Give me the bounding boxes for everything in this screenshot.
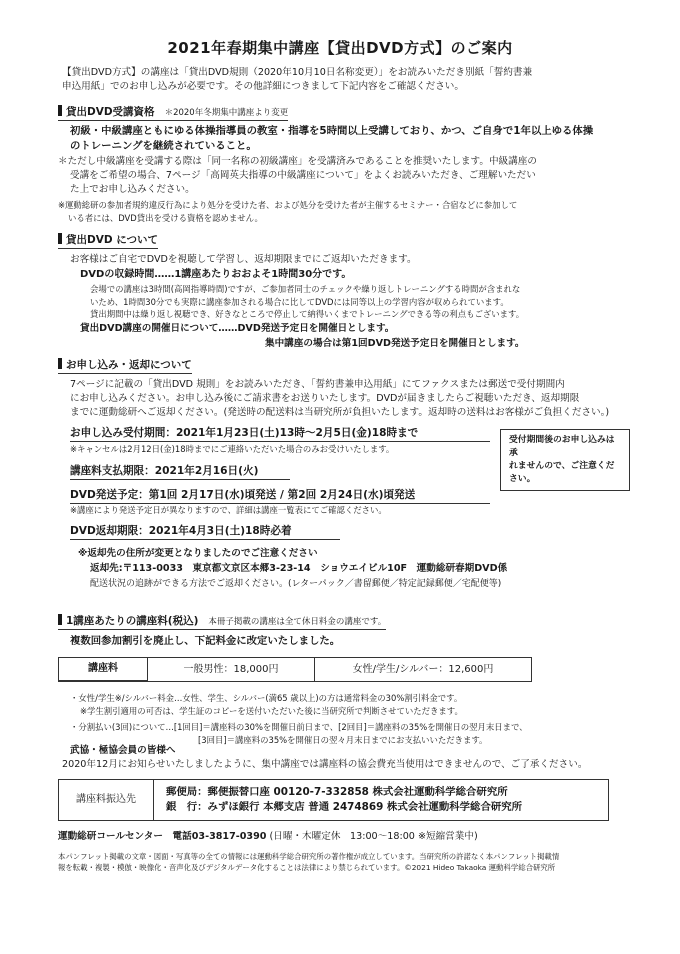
dvd-start-date: 貸出DVD講座の開催日について……DVD発送予定日を開催日とします。 [80, 323, 395, 334]
dvd-start-date-intensive: 集中講座の場合は第1回DVD発送予定日を開催日とします。 [265, 338, 525, 349]
accept-period: お申し込み受付期間：2021年1月23日(土)13時～2月5日(金)18時まで [70, 427, 419, 439]
section-bar-icon [58, 105, 62, 116]
section-heading-dvd [58, 232, 158, 249]
call-center: 運動総研コールセンター 電話03-3817-0390 (日曜・木曜定休 13:00～18:00 ※短縮営業中) [58, 831, 478, 842]
address-change-notice: ※返却先の住所が変更となりましたのでご注意ください [78, 548, 318, 559]
section-note: ＊2020年冬期集中講座より変更 [164, 108, 289, 118]
payment-underline [70, 479, 290, 480]
copyright-notice: 本パンフレット掲載の文章・図面・写真等の全ての情報には運動科学総合研究所の著作権が成立しています。当研究所の許諾なく本パンフレット掲載情 報を転載・複製・模倣・映像化・音声化及びデジタルデータ化することは法律により禁じられています。©2021 Hideo Takaoka 運動科学総合研究所 [58, 852, 560, 872]
return-underline [70, 539, 340, 540]
fee-notes: ・女性/学生※/シルバー料金…女性、学生、シルバー(満65 歳以上)の方は通常料金の30%割引料金です。 ※学生割引適用の可否は、学生証のコピーを送付いただいた後に当研究所で判断させていただきます。 ・分割払い(3回)について…[1回目]＝講座料の30%を開催日前日まで、[2回目]＝講座料の35%を開催日の翌月末日まで、 [3回目]＝講座料の35%を開催日の翌々月末日までにお支払いいただきます。 [70, 693, 528, 745]
transfer-accounts [154, 780, 609, 821]
eligibility-exclusion: ※運動総研の参加者規約違反行為により処分を受けた者、および処分を受けた者が主催するセミナー・合宿などに参加して いる者には、DVD貸出を受ける資格を認めません。 [58, 200, 518, 223]
section-title: お申し込み・返却について [66, 359, 192, 371]
deadline-warning-box: 受付期間後のお申し込みは承 れませんので、ご注意ください。 [500, 429, 630, 491]
fee-label: 講座料 [59, 658, 148, 682]
section-title: 貸出DVD について [66, 234, 159, 246]
dvd-duration-detail: 会場での講座は3時間(高岡指導時間)ですが、ご参加者同士のチェックや繰り返しトレーニングする時間が含まれな いため、1時間30分でも実際に講座参加される場合に比してDVDには同等以上の学習内容が収められています。 貸出期間中は繰り返し視聴でき、好きなところで停止して納得いくまでトレーニングできる等の利点もございます。 [90, 284, 525, 319]
eligibility-note: ＊ただし中級講座を受講する際は「同一名称の初級講座」を受講済みであることを推奨いたします。中級講座の 受講をご希望の場合、7ページ「高岡英夫指導の中級講座について」をよくお読みいただき、ご理解いただい た上でお申し込みください。 [58, 156, 537, 195]
section-bar-icon [58, 233, 62, 244]
fee-discount: 女性/学生/シルバー：12,600円 [315, 658, 532, 682]
intro-text [62, 66, 622, 94]
section-heading-apply [58, 357, 192, 374]
section-heading-fee [58, 613, 386, 630]
transfer-label: 講座料振込先 [59, 780, 154, 821]
ship-note: ※講座により発送予定日が異なりますので、詳細は講座一覧表にてご確認ください。 [70, 505, 387, 515]
postal-account: 郵便局：郵便振替口座 00120-7-332858 株式会社運動科学総合研究所 [166, 786, 508, 798]
fee-table [58, 657, 532, 682]
return-address-note: 配送状況の追跡ができる方法でご返却ください。(レターパック／書留郵便／特定記録郵便／宅配便等) [90, 579, 502, 589]
intro-line: 【貸出DVD方式】の講座は「貸出DVD規則（2020年10月10日名称変更）」をお読みいただき別紙「誓約書兼 [62, 67, 533, 78]
section-bar-icon [58, 614, 62, 625]
dvd-duration: DVDの収録時間……1講座あたりおおよそ1時間30分です。 [80, 269, 352, 280]
eligibility-main: 初級・中級講座ともにゆる体操指導員の教室・指導を5時間以上受講しており、かつ、ご自身で1年以上ゆる体操 のトレーニングを継続されていること。 [70, 125, 594, 152]
bank-account: 銀 行：みずほ銀行 本郷支店 普通 2474869 株式会社運動科学総合研究所 [166, 801, 523, 813]
member-notice-text: 2020年12月にお知らせいたしましたように、集中講座では講座料の協会費充当使用はできませんので、ご了承ください。 [62, 759, 588, 770]
section-note: 本冊子掲載の講座は全て休日料金の講座です。 [208, 617, 387, 627]
section-heading-eligibility [58, 104, 288, 121]
apply-text: 7ページに記載の「貸出DVD 規則」をお読みいただき、「誓約書兼申込用紙」にてファクスまたは郵送で受付期間内 にお申し込みください。お申し込み後にご請求書をお送りいたします。DVDが届きましたらご視聴いただき、返却期限 までに運動総研へご返却ください。(発送時の配送料は当研究所が負担いたします。返却時の送料はお客様がご負担ください。) [70, 379, 610, 418]
fee-general: 一般男性：18,000円 [148, 658, 315, 682]
cancel-note: ※キャンセルは2月12日(金)18時までにご連絡いただいた場合のみお受けいたします。 [70, 444, 395, 454]
dvd-intro: お客様はご自宅でDVDを視聴して学習し、返却期限までにご返却いただきます。 [70, 254, 417, 265]
return-deadline: DVD返却期限：2021年4月3日(土)18時必着 [70, 525, 292, 537]
section-title: 1講座あたりの講座料(税込) [66, 615, 199, 627]
section-title: 貸出DVD受講資格 [66, 106, 155, 118]
payment-deadline: 講座料支払期限：2021年2月16日(火) [70, 465, 259, 477]
fee-revision-notice: 複数回参加割引を廃止し、下記料金に改定いたしました。 [70, 635, 341, 647]
transfer-table [58, 779, 609, 821]
ship-schedule: DVD発送予定：第1回 2月17日(水)頃発送 / 第2回 2月24日(水)頃発送 [70, 489, 416, 501]
member-notice-title: 武協・極協会員の皆様へ [70, 745, 176, 756]
return-address: 返却先:〒113-0033 東京都文京区本郷3-23-14 ショウエイビル10F 運動総研春期DVD係 [90, 563, 508, 574]
section-bar-icon [58, 358, 62, 369]
page-title: 2021年春期集中講座【貸出DVD方式】のご案内 [167, 39, 513, 57]
accept-underline [70, 441, 490, 442]
intro-line: 申込用紙」でのお申し込みが必要です。その他詳細につきまして下記内容をご確認ください。 [62, 81, 464, 92]
